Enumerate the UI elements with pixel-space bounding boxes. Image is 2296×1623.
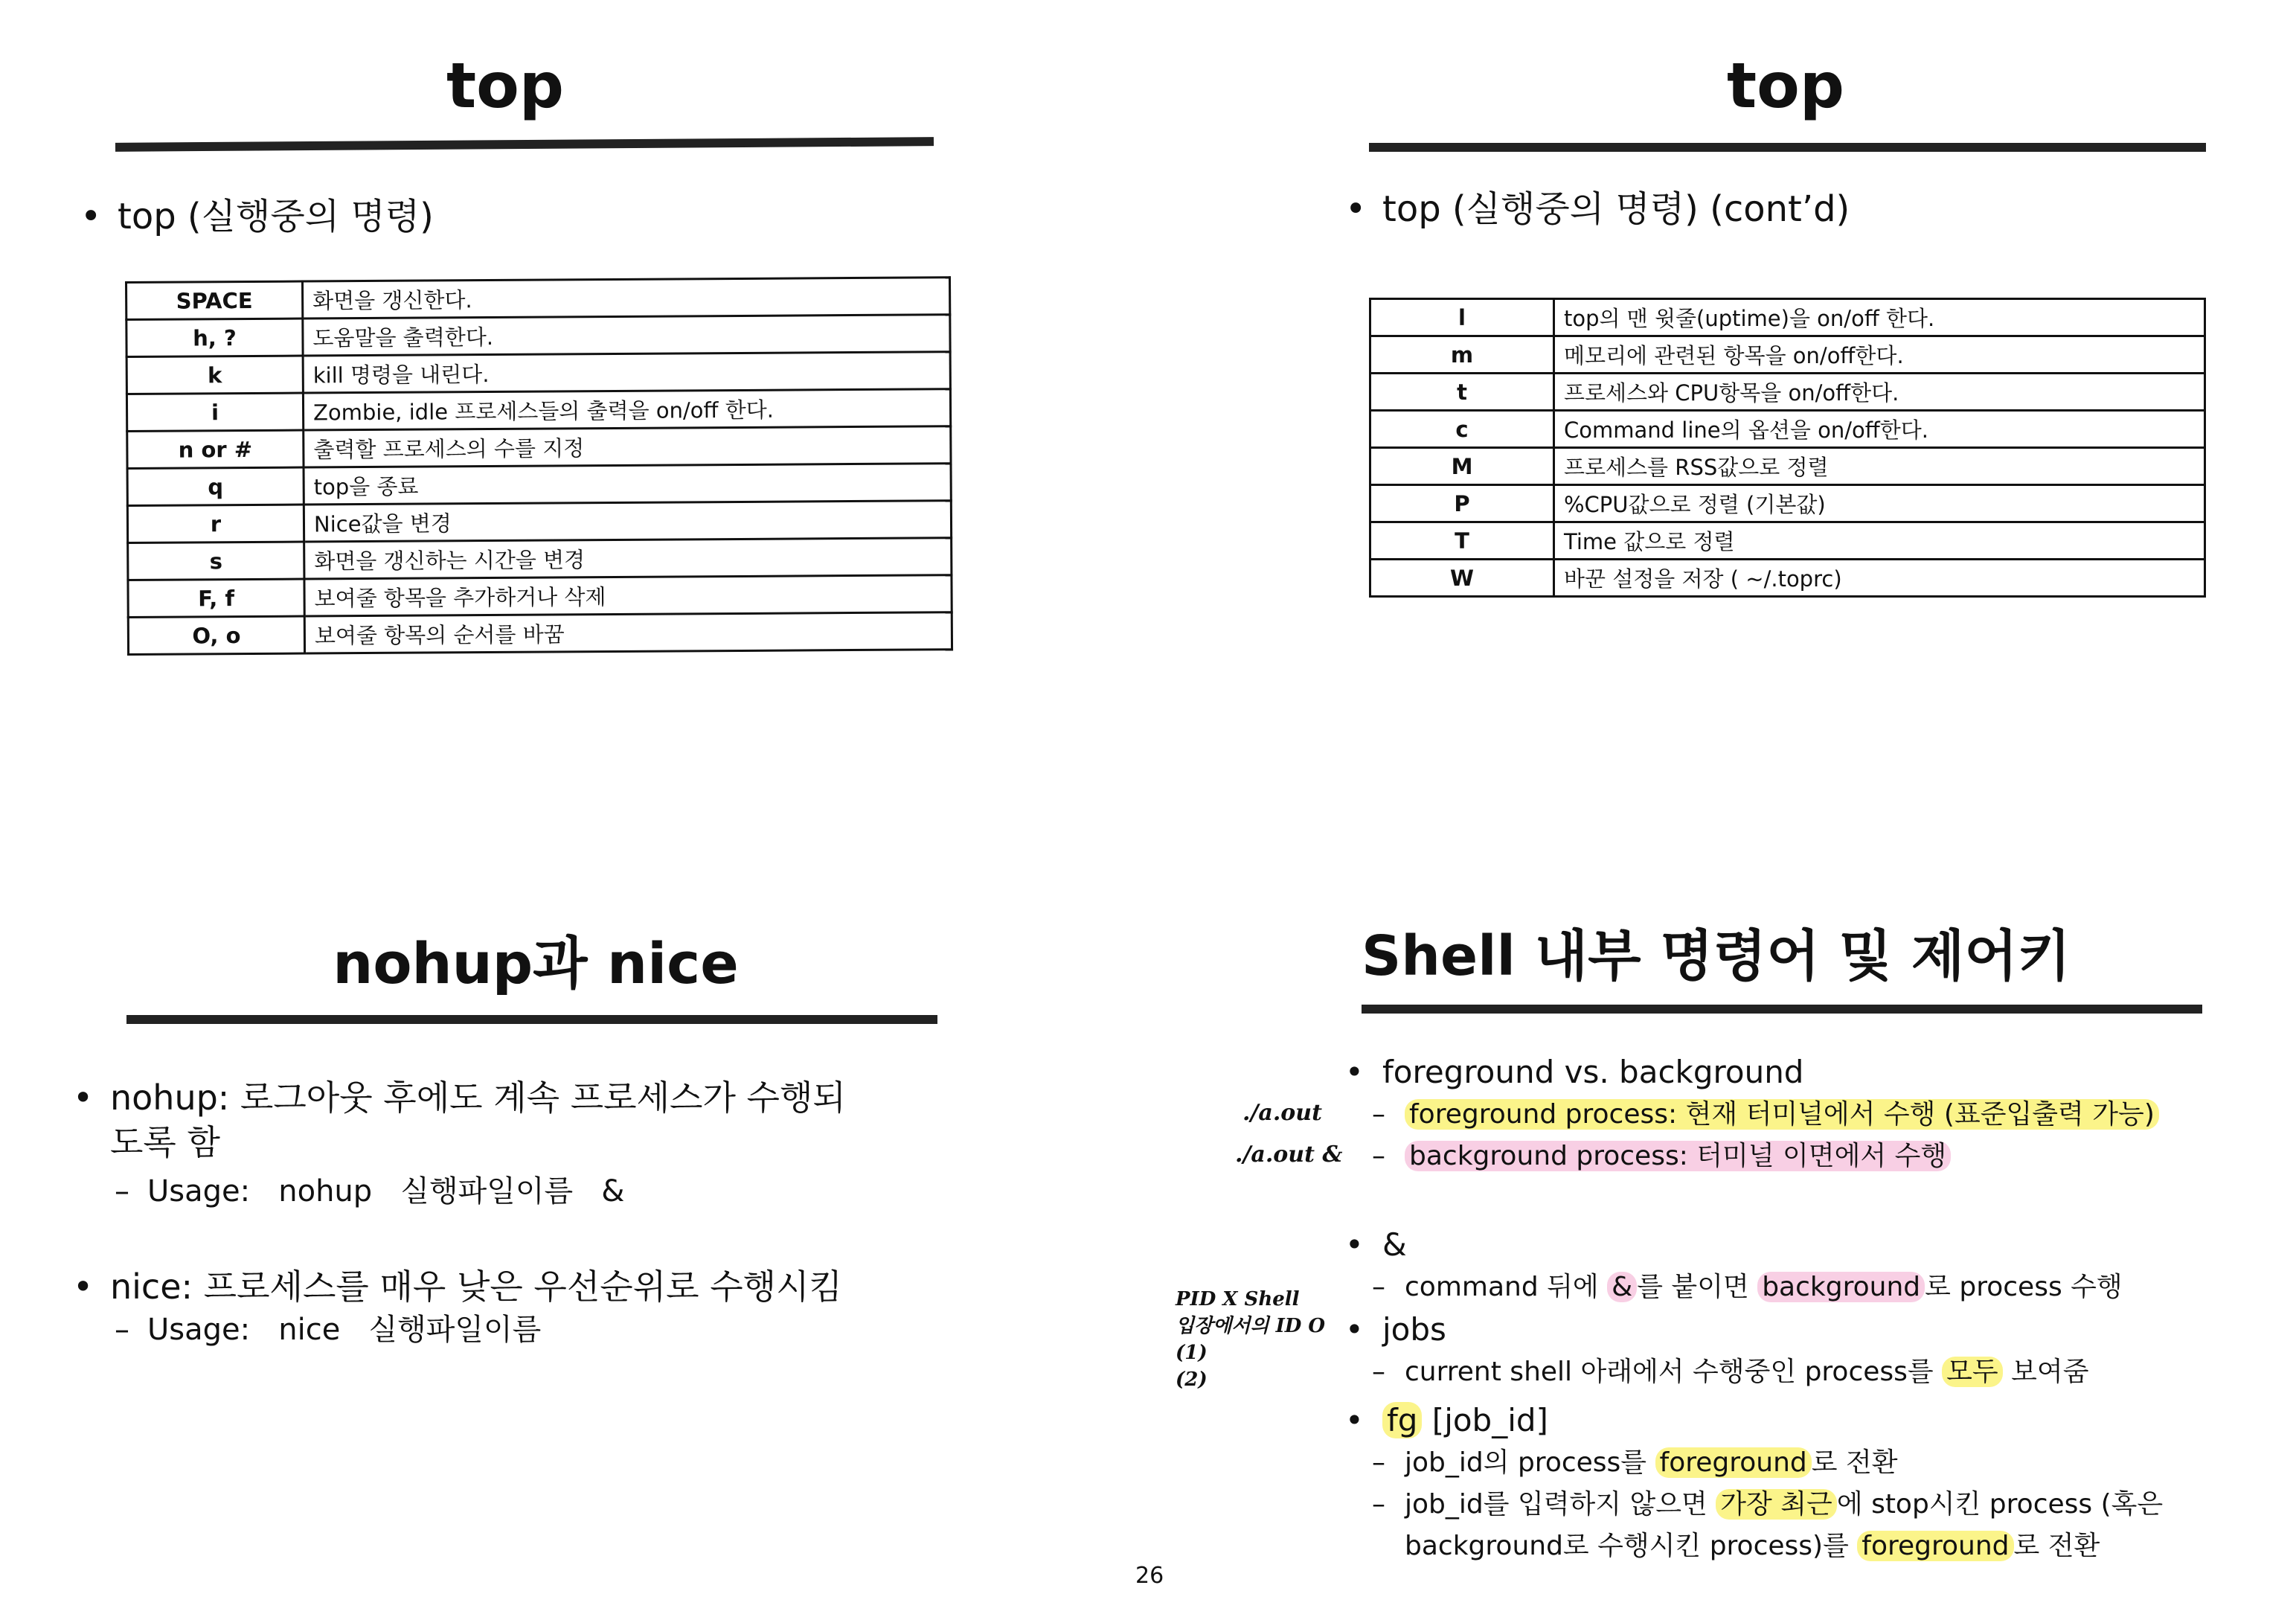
handwritten-aout: ./a.out xyxy=(1242,1100,1322,1126)
command-key: n or # xyxy=(127,430,304,468)
command-key: l xyxy=(1370,299,1554,336)
command-description: 출력할 프로세스의 수를 지정 xyxy=(304,426,951,467)
command-key: h, ? xyxy=(126,318,303,356)
fg-process-highlight: foreground process: 현재 터미널에서 수행 (표준입출력 가능) xyxy=(1405,1099,2159,1130)
command-key: T xyxy=(1370,522,1554,560)
title-rule xyxy=(1362,1005,2202,1014)
ampersand-sub xyxy=(1369,1267,2232,1308)
slide-title: Shell 내부 명령어 및 제어키 xyxy=(1362,924,2071,988)
slide-top-commands xyxy=(74,45,967,789)
command-key: W xyxy=(1370,560,1554,597)
command-description: kill 명령을 내린다. xyxy=(303,352,950,393)
table-row xyxy=(1370,336,2205,374)
text-seg: 를 붙이면 xyxy=(1637,1272,1758,1302)
recent-highlight: 가장 최근 xyxy=(1716,1489,1837,1520)
note-line: 입장에서의 ID O xyxy=(1176,1315,1326,1337)
note-line: (1) xyxy=(1176,1342,1208,1364)
command-key: s xyxy=(128,542,304,580)
text-seg: background로 수행시킨 process)를 xyxy=(1405,1531,1858,1561)
note-line: (2) xyxy=(1176,1368,1208,1391)
command-key: P xyxy=(1370,485,1554,522)
command-description: top을 종료 xyxy=(304,464,951,505)
top-command-table-contd xyxy=(1369,298,2206,598)
table-row xyxy=(1370,411,2205,448)
bg-process-line xyxy=(1369,1136,2232,1177)
table-row xyxy=(126,352,950,394)
table-row xyxy=(127,501,951,543)
command-description: 도움말을 출력한다. xyxy=(303,315,950,356)
fg-process-line xyxy=(1369,1094,2232,1136)
nohup-usage: – Usage: nohup 실행파일이름 & xyxy=(112,1171,1004,1212)
text-seg: job_id를 입력하지 않으면 xyxy=(1405,1489,1716,1520)
fg-sub1 xyxy=(1369,1442,2232,1484)
top-command-table xyxy=(125,276,953,656)
table-row xyxy=(1370,485,2205,522)
table-row xyxy=(128,538,952,580)
command-description: Command line의 옵션을 on/off한다. xyxy=(1554,411,2205,448)
command-description: %CPU값으로 정렬 (기본값) xyxy=(1554,485,2205,522)
bullet-fg xyxy=(1339,1399,2232,1442)
text-seg: job_id의 process를 xyxy=(1405,1447,1655,1478)
command-description: Time 값으로 정렬 xyxy=(1554,522,2205,560)
slide-title: nohup과 nice xyxy=(333,930,739,996)
title-rule xyxy=(126,1015,937,1024)
command-key: F, f xyxy=(128,579,304,617)
text-seg: 보여줌 xyxy=(2002,1357,2089,1387)
table-row xyxy=(1370,448,2205,485)
table-row xyxy=(126,389,950,432)
all-highlight: 모두 xyxy=(1942,1357,2003,1387)
nohup-line2: 도록 함 xyxy=(110,1122,220,1162)
command-key: SPACE xyxy=(126,281,303,319)
jobs-sub xyxy=(1369,1351,2232,1393)
table-row xyxy=(1370,374,2205,411)
text-seg: [job_id] xyxy=(1422,1402,1548,1438)
foreground-highlight: foreground xyxy=(1655,1447,1812,1478)
command-description: Nice값을 변경 xyxy=(304,501,951,542)
slide-top-commands-contd xyxy=(1339,45,2232,789)
bullet-ampersand: • & xyxy=(1339,1223,2232,1267)
bullet-nice: • nice: 프로세스를 매우 낮은 우선순위로 수행시킴 xyxy=(67,1264,1004,1309)
text-seg: 에 stop시킨 process (혹은 xyxy=(1836,1489,2164,1520)
command-key: r xyxy=(127,505,304,542)
text-seg: 로 전환 xyxy=(1811,1447,1898,1478)
command-key: m xyxy=(1370,336,1554,374)
command-description: 프로세스와 CPU항목을 on/off한다. xyxy=(1554,374,2205,411)
nice-usage: – Usage: nice 실행파일이름 xyxy=(112,1309,1004,1351)
slide-shell-builtins xyxy=(1161,915,2239,1585)
ampersand-highlight: & xyxy=(1607,1272,1637,1302)
command-key: k xyxy=(126,356,303,394)
note-line: PID X Shell xyxy=(1176,1288,1300,1310)
command-description: top의 맨 윗줄(uptime)을 on/off 한다. xyxy=(1554,299,2205,336)
title-rule xyxy=(1369,143,2206,152)
fg-highlight: fg xyxy=(1382,1402,1422,1438)
nohup-line1: nohup: 로그아웃 후에도 계속 프로세스가 수행되 xyxy=(110,1078,846,1118)
command-description: 보여줄 항목을 추가하거나 삭제 xyxy=(304,575,952,616)
text-seg: command 뒤에 xyxy=(1405,1272,1608,1302)
bullet-nohup xyxy=(67,1075,1004,1165)
page-number: 26 xyxy=(1135,1563,1164,1589)
table-row xyxy=(1370,560,2205,597)
command-description: 화면을 갱신하는 시간을 변경 xyxy=(304,538,952,579)
command-key: i xyxy=(126,393,303,431)
command-key: O, o xyxy=(128,616,304,654)
command-key: t xyxy=(1370,374,1554,411)
command-key: q xyxy=(127,467,304,505)
command-description: 화면을 갱신한다. xyxy=(303,278,950,318)
fg-sub2 xyxy=(1369,1484,2232,1567)
background-highlight: background xyxy=(1757,1272,1925,1302)
slide-title: top xyxy=(1727,49,1844,122)
table-row xyxy=(1370,522,2205,560)
bullet-top-contd: • top (실행중의 명령) (cont’d) xyxy=(1339,186,2201,232)
bullet-jobs: • jobs xyxy=(1339,1308,2232,1351)
table-row xyxy=(128,575,952,618)
bullet-top: • top (실행중의 명령) xyxy=(74,193,787,240)
text-seg: 로 전환 xyxy=(2013,1531,2100,1561)
table-row xyxy=(127,426,951,469)
command-description: 프로세스를 RSS값으로 정렬 xyxy=(1554,448,2205,485)
table-row xyxy=(127,464,951,506)
handwritten-pid-note xyxy=(1176,1286,1325,1393)
table-row xyxy=(126,315,950,357)
command-key: M xyxy=(1370,448,1554,485)
table-row xyxy=(126,278,950,320)
slide-nohup-nice xyxy=(67,923,1004,1444)
slide-title: top xyxy=(446,49,564,122)
command-description: 메모리에 관련된 항목을 on/off한다. xyxy=(1554,336,2205,374)
command-description: 바꾼 설정을 저장 ( ~/.toprc) xyxy=(1554,560,2205,597)
table-row xyxy=(1370,299,2205,336)
title-rule xyxy=(115,137,934,152)
bg-process-highlight: background process: 터미널 이면에서 수행 xyxy=(1405,1141,1951,1171)
command-description: Zombie, idle 프로세스들의 출력을 on/off 한다. xyxy=(303,389,950,430)
command-description: 보여줄 항목의 순서를 바꿈 xyxy=(304,612,952,653)
table-row xyxy=(128,612,952,655)
bullet-fg-vs-bg: • foreground vs. background xyxy=(1339,1051,2232,1094)
text-seg: 로 process 수행 xyxy=(1925,1272,2123,1302)
foreground-highlight: foreground xyxy=(1857,1531,2013,1561)
handwritten-aout-bg: ./a.out & xyxy=(1235,1142,1343,1168)
text-seg: current shell 아래에서 수행중인 process를 xyxy=(1405,1357,1943,1387)
command-key: c xyxy=(1370,411,1554,448)
